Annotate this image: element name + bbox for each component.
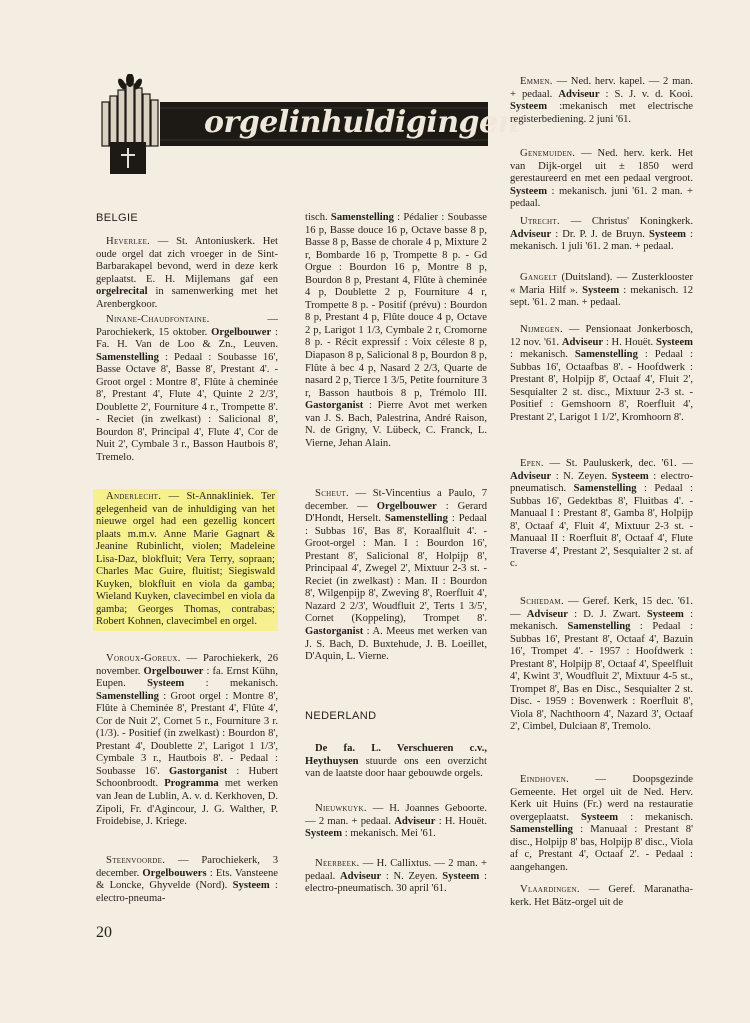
entry-ninane-chaudfontaine: Ninane-Chaudfontaine. — Parochiekerk, 15 oktober. Orgelbouwer : Fa. H. Van de Loo & Zn., Leuven. Samenstelling : Pedaal : Soubasse 16', Basse Octave 8', Basse 8', Prestant 4'. - Groot orgel : Montre 8', Flûte à cheminée 8', Prestant 4', Flute 4', Quinte 2 2/3', Doublette 2', Fourniture 4 r., Trompette 8'. - Reciet (in zwelkast) : Salicional 8', Bourdon 8', Principal 4', Flute 4', Cor de Nuit 2', Cymbale 3 r., Basson Hautbois 8', Tremelo. [96,314,278,464]
entry-gangelt: Gangelt (Duitsland). — Zusterklooster « Maria Hilf ». Systeem : mekanisch. 12 sept. '61. 2 man. + pedaal. [510,272,693,309]
page-title: orgelinhuldigingen [204,105,519,140]
entry-neerbeek: Neerbeek. — H. Callixtus. — 2 man. + pedaal. Adviseur : N. Zeyen. Systeem : electro-pneumatisch. 30 april '61. [305,858,487,895]
entry-vlaardingen: Vlaardingen. — Geref. Maranatha-kerk. Het Bätz-orgel uit de [510,884,693,908]
entry-utrecht: Utrecht. — Christus' Koningkerk. Adviseur : Dr. P. J. de Bruyn. Systeem : mekanisch. 1 juli '61. 2 man. + pedaal. [510,216,693,253]
entry-schiedam: Schiedam. — Geref. Kerk, 15 dec. '61. — Adviseur : D. J. Zwart. Systeem : mekanisch. Samenstelling : Pedaal : Subbas 16', Prestant 8', Octaaf 4', Bazuin 16', Trompet 4'. - 1957 : Hoofdwerk : Prestant 8', Holpijp 8', Octaaf 4', Speelfluit 4', Kwint 3', Woudfluit 2', Mixtuur 4-5 st., Trompet 8', Bas en Disc., Sesquialter 2 st. Disc. - 1959 : Bovenwerk : Roerfluit 8', Viola 8', Nachthoorn 4', Nazard 3', Octaaf 2', Cimbel, Dulciaan 8', Tremolo. [510,596,694,733]
entry-eindhoven: Eindhoven. — Doopsgezinde Gemeente. Het orgel uit de Ned. Herv. Kerk uit Huins (Fr.) werd na restauratie overgeplaatst. Systeem : mekanisch. Samenstelling : Manuaal : Prestant 8' disc., Holpijp 8' bas, Holpijp 8' disc., Viola af c, Prestant 4', Octaaf 2'. - Pedaal : aangehangen. [510,774,693,873]
page-number: 20 [96,924,112,941]
entry-epen: Epen. — St. Pauluskerk, dec. '61. — Adviseur : N. Zeyen. Systeem : electro-pneumatisch. Samenstelling : Pedaal : Subbas 16', Gedektbas 8', Fluitbas 4'. - Manuaal I : Prestant 8', Gamba 8', Holpijp 8', Octaaf 4', Fluit 4', Mixtuur 2-3 st. - Manuaal II : Roerfluit 8', Octaaf 4', Flute Traverse 4', Prestant 2', Sesquialter 2 st. af c. [510,458,693,570]
entry-emmen: Emmen. — Ned. herv. kapel. — 2 man. + pedaal. Adviseur : S. J. v. d. Kooi. Systeem :mekanisch met electrische registerbediening. 2 juni '61. [510,76,693,125]
section-heading-nederland: NEDERLAND [305,710,377,722]
entry-scheut: Scheut. — St-Vincentius a Paulo, 7 december. — Orgelbouwer : Gerard D'Hondt, Herselt. Samenstelling : Pedaal : Subbas 16', Bas 8', Koraalfluit 4'. - Groot-orgel : Man. I : Bourdon 16', Prestant 8', Salicional 8', Holpijp 8', Principaal 4', Zwegel 2', Mixtuur 2-3 st. - Reciet (in zwelkast) : Man. II : Bourdon 8', Wilgenpijp 8', Zweving 8', Roerfluit 4', Nazard 2 2/3', Woudfluit 2', Terts 1 3/5', Cornet (Koppeling), Trompet 8'. Gastorganist : A. Meeus met werken van J. S. Bach, D. Buxtehude, J. B. Loeillet, D'Aquin, L. Vierne. [305,488,488,663]
entry-voroux-goreux: Voroux-Goreux. — Parochiekerk, 26 november. Orgelbouwer : fa. Ernst Kühn, Eupen. Systeem : mekanisch. Samenstelling : Groot orgel : Montre 8', Flûte à Cheminée 8', Prestant 4', Flûte 4', Cor de Nuit 2', Cornet 5 r., Fourniture 3 r. (1/3). - Positief (in zwelkast) : Bourdon 8', Prestant 4', Doublette 2', Larigot 1 1/3', Cymbale 3 r., Hautbois 8'. - Pedaal : Soubasse 16'. Gastorganist : Hubert Schoonbroodt. Programma met werken van Jean de Lublin, A. v. d. Kerkhoven, D. Zipoli, Fr. d'Agincour, J. G. Walther, P. Froidebise, J. Kriege. [96,653,279,828]
entry-genemuiden: Genemuiden. — Ned. herv. kerk. Het van Dijk-orgel uit ± 1850 werd gerestaureerd en met een pedaal vergroot. Systeem : mekanisch. juni '61. 2 man. + pedaal. [510,148,693,210]
place-heverlee: Heverlee. [106,236,151,247]
entry-nijmegen: Nijmegen. — Pensionaat Jonkerbosch, 12 nov. '61. Adviseur : H. Houët. Systeem : mekanisch. Samenstelling : Pedaal : Subbas 16', Octaafbas 8'. - Hoofdwerk : Prestant 8', Holpijp 8', Octaaf 4', Fluit 2', Sesquialter 2 st. disc., Mixtuur 2-3 st. - Positief : Gemshoorn 8', Roerfluit 4', Prestant 2', Larigot 1 1/2', Kromhoorn 8'. [510,324,694,423]
highlighted-paragraph: Anderlecht. — St-Annakliniek. Ter gelegenheid van de inhuldiging van het nieuwe orgel had een gezellig koncert plaats m.m.v. Anne Marie Gagnart & Jeanine Rubinlicht, violen; Madeleine Lisa-Daz, blokfluit; Vera Terry, sopraan; Charles Mac Guire, fluitist; Siegiswald Kuyken, blokfluit en viola da gamba; Wieland Kuyken, clavecimbel en viola da gamba; Georges Thomas, contrabas; Robert Kohnen, clavecimbel en orgel. [93,489,278,631]
entry-steenvoorde-continued: tisch. Samenstelling : Pédalier : Soubasse 16 p, Basse douce 16 p, Octave basse 8 p, Basse 8 p, Basse de chorale 4 p, Mixture 2 r, Bombarde 16 p, Trompette 8 p. - Gd Orgue : Bourdon 16 p, Montre 8 p, Bourdon 8 p, Prestant 4, Flûte à cheminée 4 p, Doublette 2 p, Fourniture 4 r, Trompette 8 p. - Positif (prévu) : Bourdon 8 p, Prestant 4 p, Flûte douce 4 p, Octave 2 p, Larigot 1 1/3, Cymbale 2 r, Cromorne 8 p. - Récit expressif : Voix céleste 8 p, Diapason 8 p, Salicional 8 p, Bourdon 8 p, Flûte à bec 4 p, Nasard 2 2/3, Quarte de nasard 2 p, Tierce 1 3/5, Petite fourniture 3 r, Basson hautbois 8 p, Trémolo III. Gastorganist : Pierre Avot met werken van J. S. Bach, Palestrina, André Raison, N. de Grigny, V. Lübeck, C. Franck, L. Vierne, Jehan Alain. [305,212,487,449]
entry-heverlee: Heverlee. — St. Antoniuskerk. Het oude orgel dat zich vroeger in de Sint-Barbarakapel bevond, werd in deze kerk geplaatst. E. H. Mijlemans gaf een orgelrecital in samenwerking met het Arenbergkoor. [96,236,278,310]
title-banner [100,74,519,174]
entry-steenvoorde: Steenvoorde. — Parochiekerk, 3 december. Orgelbouwers : Ets. Vansteene & Loncke, Ghyvelde (Nord). Systeem : electro-pneuma- [96,855,278,904]
entry-verschueren-intro: De fa. L. Verschueren c.v., Heythuysen stuurde ons een overzicht van de laatste door haar gebouwde orgels. [305,743,487,780]
entry-anderlecht [96,489,278,631]
entry-nieuwkuyk: Nieuwkuyk. — H. Joannes Geboorte. — 2 man. + pedaal. Adviseur : H. Houët. Systeem : mekanisch. Mei '61. [305,803,487,840]
section-heading-belgie: BELGIE [96,212,139,224]
